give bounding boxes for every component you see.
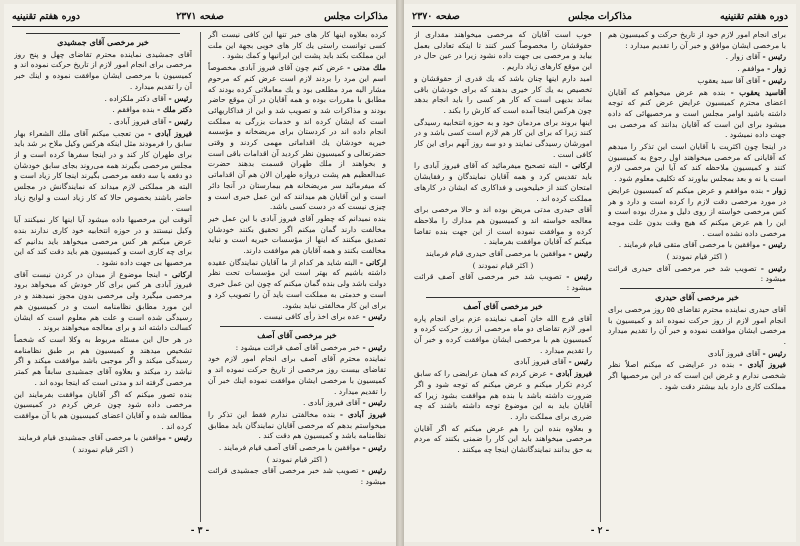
speaker-name: اركانی -	[164, 269, 192, 279]
column-divider	[600, 32, 601, 522]
speech-text: من تعجب میكنم آقای ملك الشعراء بهار سابق را فرمودند مثل اینكه هركس وكیل ملاح بر شد باید برای طهران كار كند و در اینجا سفرها كرده است و از مجلس مرخصی بگیرند همه می‌روند بجای سابق خودشان دو دفعه یا سه دفعه مرخصی بگیرند اینجا كار زیاد است و البته هر مملكتی لازم میداند كه نمایندگانش در مجلس حاضر باشند بخصوص حالا كه كار زیاد است و لوایح زیاد است .	[14, 128, 192, 213]
body-paragraph: و بعلاوه بنده این را هم عرض میكنم كه اگر آقایان مرخصی میخواهند باید این كار را ضمنی بكنند كه مردم به حق بدانند نمایندگانشان اینجا چه میكنند .	[414, 423, 592, 455]
left-page	[4, 4, 396, 542]
speaker-name: اركانی -	[359, 257, 386, 267]
speaker-name: رئیس -	[762, 52, 786, 62]
text-column-left	[414, 30, 592, 524]
body-paragraph: آنوقت این مرخصیها داده میشود آیا اینها كار نمیكنند آیا وكیل نیستند و در حوزه انتخابیه خود كاری ندارند بنده عرض میكنم هر كس مرخصی میخواهد باید بدانیم كه برای چه كاری است و كمیسیون هم باید دقت كند كه این مرخصیها بی جهت داده نشود .	[14, 215, 192, 268]
section-heading: خبر مرخصی آقای آصف	[257, 329, 337, 340]
speech-text: البته تصحیح میفرمائید كه آقای فیروز آبادی را باید تقدیس كرد و همه آقایان نمایندگان و رفقایشان امتحان كنند از خیلیخوبی و فداكاری كه ایشان در كارهای مملكت كرده اند .	[414, 161, 592, 203]
body-paragraph: آقای جمشیدی نماینده محترم تقاضای چهل و پنج روز مرخصی برای انجام امور لازم از تاریخ حركت نموده اند و كمیسیون با مرخصی ایشان موافقت نموده و اینك خبر آن را تقدیم میدارد .	[14, 49, 192, 91]
speaker-paragraph	[208, 398, 386, 409]
speech-text: آقای فیروز آبادی .	[109, 116, 167, 126]
journal-title: مذاكرات مجلس	[324, 11, 388, 22]
speaker-paragraph	[14, 270, 192, 334]
speaker-name: رئیس -	[168, 433, 192, 443]
speaker-name: اركانی -	[565, 161, 592, 171]
body-paragraph: اینها بروند برای مردمان خود و به حوزه انتخابیه رسیدگی كنند زیرا كه برای این كار هم لازم است كسی باشد و در امورشان رسیدگی نمایند و دو سه روز آنهم برای این كار كافی است .	[414, 117, 592, 159]
speaker-paragraph	[208, 466, 386, 487]
speaker-paragraph	[208, 258, 386, 312]
speech-text: بنده موافقم و عرض میكنم كه كمیسیون عرایض در مورد مرخصی دقت لازم را كرده است و دارد و هر كس مرخصی خواسته از روی دلیل و مدرك بوده است و این را هم عرض میكنم كه هیچ وقت بدون علت موجه مرخصی داده نشده است .	[608, 185, 786, 238]
speaker-name: رئیس -	[362, 312, 386, 322]
speaker-name: رئیس -	[568, 357, 592, 367]
page-folio: - ۲ -	[590, 526, 610, 536]
speaker-name: رئیس -	[762, 75, 786, 85]
book-gutter	[396, 0, 404, 546]
session-period: دوره هفتم تقنینیه	[719, 11, 788, 22]
body-paragraph: كرده بعلاوه اینها كار های خیر تنها این كافی نیست اگر كسی توانست راستی یك كار های خوبی بجهة این ملت این مملكت بكند باید پشت این ایرانیها و كمك بشود .	[208, 30, 386, 61]
speaker-paragraph	[208, 343, 386, 354]
speaker-name: فیروز آبادی -	[148, 128, 192, 138]
page-header	[412, 10, 788, 27]
right-page	[404, 4, 796, 542]
speaker-paragraph	[608, 52, 786, 63]
section-rule	[426, 297, 580, 298]
speech-text: تصویب شد خبر مرخصی آقای حیدری قرائت میشود :	[608, 263, 786, 284]
vote-note: ( اكثر قیام نمودند )	[666, 252, 728, 262]
page-folio: - ۳ -	[190, 526, 210, 536]
speech-text: آقای آقا سید یعقوب	[697, 75, 761, 85]
speaker-name: رئیس -	[168, 116, 192, 126]
body-paragraph: بنده نمیدانم كه چطور آقای فیروز آبادی با این عمل خیر مخالفت دارند گمان میكنم اگر تحقیق بكنند خودشان تصدیق میكنند كه اینها از مؤسسات خیریه است و نباید مخالفت بكنند و همه آقایان هم موافقت دارند.	[208, 213, 386, 256]
vote-note: ( اكثر قیام نمودند )	[266, 454, 328, 464]
speaker-name: رئیس -	[168, 93, 192, 103]
speaker-paragraph	[608, 76, 786, 87]
speech-text: آقای دكتر ملكزاده .	[104, 93, 167, 103]
speaker-paragraph	[14, 433, 192, 444]
speech-text: موافقین با مرخصی آقای حیدری قیام فرمایند	[425, 249, 567, 259]
speaker-paragraph	[208, 443, 386, 454]
section-block	[208, 326, 386, 341]
journal-title: مذاكرات مجلس	[568, 11, 632, 22]
speaker-paragraph	[608, 360, 786, 392]
speaker-paragraph	[208, 63, 386, 213]
column-divider	[200, 32, 201, 522]
speech-text: بنده در عرایضی كه میكنم اصلاً نظر شخصی ندارم و غرض این است كه در این مرخصیها اگر مملكت كاری دارد باید بیشتر دقت شود .	[608, 360, 786, 391]
text-column-right	[208, 30, 386, 524]
page-number: صفحه ۲۳۷۱	[176, 11, 224, 22]
speaker-paragraph	[608, 240, 786, 251]
speaker-paragraph	[414, 249, 592, 260]
body-paragraph: آقای حیدری مدتی مریض بوده اند و حالا مرخصی برای معالجه خواسته اند و كمیسیون هم مدارك را ملاحظه كرده و موافقت نموده است از این جهت بنده تقاضا میكنم كه آقایان موافقت بفرمایند .	[414, 205, 592, 247]
speaker-name: رئیس -	[361, 466, 386, 476]
speaker-name: فیروز آبادی -	[549, 369, 592, 379]
section-rule	[220, 326, 374, 327]
speech-text: تصویب شد خبر مرخصی آقای آصف قرائت میشود :	[414, 272, 592, 293]
speech-text: آقای فیروز آبادی .	[303, 398, 361, 408]
speaker-name: رئیس -	[568, 249, 592, 259]
text-column-right	[608, 30, 786, 524]
speech-text: آقای فیروز آبادی	[513, 357, 567, 367]
speaker-name: ملك مدنی -	[347, 63, 386, 73]
speaker-paragraph	[608, 88, 786, 142]
body-paragraph: آقای فرج الله خان آصف نماینده عزم برای انجام پاره امور لازم تقاضای دو ماه مرخصی از روز حركت كرده و كمیسیون هم با مرخصی ایشان موافقت كرده و خبر آن را تقدیم میدارد .	[414, 313, 592, 355]
section-block	[14, 33, 192, 48]
speech-text: موافقین با مرخصی آقای جمشیدی قیام فرمایند	[17, 433, 167, 443]
speech-text: تصویب شد خبر مرخصی آقای جمشیدی قرائت میشود :	[208, 466, 386, 487]
speech-text: البته شاید هر كدام از ما آقایان نمایندگان عقیده داشته باشیم كه بهتر است این مؤسسات تحت نظر دولت باشد ولی بنده گمان میكنم كه چون این عمل خیری است و خدمتی به مملكت است باید آن را تصویب كرد و برای این كار مخالفتی نباید بشود.	[208, 257, 386, 310]
body-paragraph: در هر حال این مسئله مربوط به وكلا است كه شخصاً تشخیص میدهند و كمیسیون هم بر طبق نظامنامه رسیدگی میكند و اگر موجبی باشد موافقت میكند و اگر نباشد رد میكند و بعلاوه آقای جمشیدی سابقاً هم كمتر مرخصی گرفته اند و مدتی است كه اینجا بوده اند .	[14, 334, 192, 387]
speech-text: خبر مرخصی آقای آصف قرائت میشود :	[235, 342, 361, 352]
speaker-paragraph	[608, 64, 786, 75]
body-paragraph: امید دارم اینها چنان باشد كه یك قدری از حقوقشان و تخصیص به یك كار خیری بدهند كه برای خودشان باقی بماند بدیهی است كه كار هر كسی را باید انجام بدهد چون هركس اینجا آمده است كه كارش را بكند .	[414, 73, 592, 115]
speech-text: موافقین با مرخصی آقای آصف قیام فرمایند .	[218, 443, 361, 453]
speech-text: عرض كردم كه همان عرایضی را كه سابق كردم تكرار میكنم و عرض میكنم كه توجه شود و اگر ضرورت داشته باشد با بنده هم موافقت بشود زیرا كه آقایان باید به این موضوع توجه داشته باشند كه چه ضرری برای مملكت دارد .	[414, 369, 592, 421]
body-paragraph: برای انجام امور لازم خود از تاریخ حركت و كمیسیون هم با مرخصی ایشان موافق و خبر آن را تقدیم میدارد :	[608, 30, 786, 50]
section-rule	[620, 288, 774, 289]
speaker-paragraph	[208, 410, 386, 442]
page-header	[12, 10, 388, 27]
section-block	[414, 297, 592, 312]
speaker-name: رئیس -	[566, 272, 592, 282]
speaker-name: فیروز آبادی -	[339, 409, 386, 419]
speaker-name: زوار -	[766, 185, 786, 195]
speech-text: موافقم .	[737, 64, 765, 74]
speaker-paragraph	[414, 161, 592, 204]
section-rule	[26, 33, 180, 34]
body-paragraph: بنده تصور میكنم كه اگر آقایان موافقت بفرمایند این مرخصی داده شود چون عرض كردم در كمیسیون مطالعه شده و آقایان اعضای كمیسیون هم با آن موافقت كرده اند .	[14, 389, 192, 431]
speech-text: موافقین با مرخصی آقای متقی قیام فرمایند .	[618, 240, 761, 250]
speech-text: عرض كنم چون آقای فیروز آبادی مخصوصاً اسم این مرد را بردند لازم است عرض كنم كه مرحوم مشار الیه مرد مطلعی بود و یك معاملاتی كرده بودند كه مطابق با مقررات بوده و همه آقایان در آن موقع حاضر بودند و مذاكرات شد و تصویب شد و این از فداكاریهائی است كه ایشان كرده اند و خدمات بزرگی به مملكت انجام داده اند در كردستان برای مریضخانه و مؤسسه خیریه خودشان یك اقداماتی مهمی كردند و وقتی حضرتعالی و كمیسیون نظر كردید آن اقدامات باقی است و بخواهند از ملك طهران قسمت بدهند حضرت عبدالعظیم هم پشت دروازه طهران الان هم آن اقداماتی كه میفرمائید سر مریضخانه هم بیمارستان در آنجا دائر است و این آقایان هم میدانند كه این عمل خیری است و چیزی نیست كه در دست كسی باشد.	[208, 63, 386, 212]
body-paragraph: نماینده محترم آقای آصف برای انجام امور لازم خود تقاضای بیست روز مرخصی از تاریخ حركت نموده اند و كمیسیون با مرخصی ایشان موافقت نموده اینك خبر آن را تقدیم میدارد .	[208, 354, 386, 396]
speaker-paragraph	[14, 129, 192, 215]
speaker-paragraph	[414, 272, 592, 293]
body-paragraph: آقای حیدری نماینده محترم تقاضای ۵۵ روز مرخصی برای انجام امور لازم از روز حركت نموده اند و كمیسیون با مرخصی ایشان موافقت نموده و خبر آن را تقدیم میدارد .	[608, 304, 786, 346]
speaker-name: رئیس -	[762, 240, 786, 250]
speaker-name: دكتر ملك -	[157, 105, 192, 115]
speaker-name: رئیس -	[362, 443, 386, 453]
section-heading: خبر مرخصی آقای جمشیدی	[57, 37, 149, 47]
speaker-paragraph	[608, 349, 786, 360]
speaker-paragraph	[14, 117, 192, 128]
speaker-name: زوار -	[767, 64, 786, 74]
speaker-paragraph	[208, 312, 386, 323]
vote-note: ( اكثر قیام نمودند )	[472, 260, 534, 270]
speech-text: اینجا موضوع از میدان در كردن نیست آقای فیروز آبادی هر كس برای كار خودش كه میخواهد برود مرخصی میگیرد ولی مرخصی بدون مجوز نمیدهند و در این مورد مطابق نظامنامه است و در كمیسیون هم رسیدگی شده است و علت هم معلوم است كه ایشان كسالت داشته اند و برای معالجه میخواهند بروند .	[14, 269, 192, 333]
speaker-name: فیروز آبادی -	[739, 360, 786, 370]
speech-text: بنده موافقم .	[112, 105, 155, 115]
page-number: صفحه ۲۳۷۰	[412, 11, 460, 22]
speaker-name: رئیس -	[762, 348, 786, 358]
speech-text: آقای زوار .	[725, 52, 761, 62]
speech-text: عده برای اخذ رأی كافی نیست .	[259, 312, 361, 322]
session-period: دوره هفتم تقنينيه	[12, 11, 81, 22]
speaker-name: رئیس -	[362, 342, 386, 352]
text-column-left	[14, 30, 192, 524]
speaker-name: آقاسید یعقوب -	[730, 87, 786, 97]
speech-text: آقای فیروز آبادی	[707, 348, 761, 358]
speaker-name: رئیس -	[362, 398, 386, 408]
speaker-name: رئیس -	[760, 263, 786, 273]
speaker-paragraph	[608, 264, 786, 285]
speaker-paragraph	[608, 186, 786, 240]
section-heading: خبر مرخصی آقای آصف	[463, 300, 543, 311]
speech-text: بنده هم عرض میخواهم كه آقایان اعضای محترم كمیسیون عرایض عرض كنم كه توجه داشته باشید اوامر مجلس است و مرخصیهائی كه داده میشود برای این است كه آقایان بدانند كه مرخصی بی جهت داده نمیشود .	[608, 87, 786, 140]
vote-note: ( اكثر قیام نمودند )	[72, 445, 134, 455]
speaker-paragraph	[14, 105, 192, 116]
speaker-paragraph	[414, 357, 592, 368]
speaker-paragraph	[14, 94, 192, 105]
body-paragraph: خوب است آقایان كه مرخصی میخواهند مقداری از حقوقشان را مخصوصاً كسر كنند تا اینكه تعادلی بعمل بیاید و مرخصی بی جهت داده نشود زیرا در عین حال در این موقع كارهای زیاد داریم .	[414, 30, 592, 72]
speaker-paragraph	[414, 369, 592, 423]
section-heading: خبر مرخصی آقای حیدری	[655, 292, 739, 303]
body-paragraph: در اینجا چون اكثریت با آقایان است این تذكر را میدهم كه آقایانی كه مرخصی میخواهند اول رجوع به كمیسیون كنند و كمیسیون ملاحظه كند كه آیا این مرخصی لازم است یا نه و بعد بمجلس بیاورند كه تكلیف معلوم شود .	[608, 142, 786, 184]
section-block	[608, 288, 786, 303]
speech-text: بنده مخالفتی ندارم فقط این تذكر را میخواستم بدهم كه مرخصی آقایان نمایندگان باید مطابق نظامنامه باشد و كمیسیون هم دقت كند .	[208, 409, 386, 441]
